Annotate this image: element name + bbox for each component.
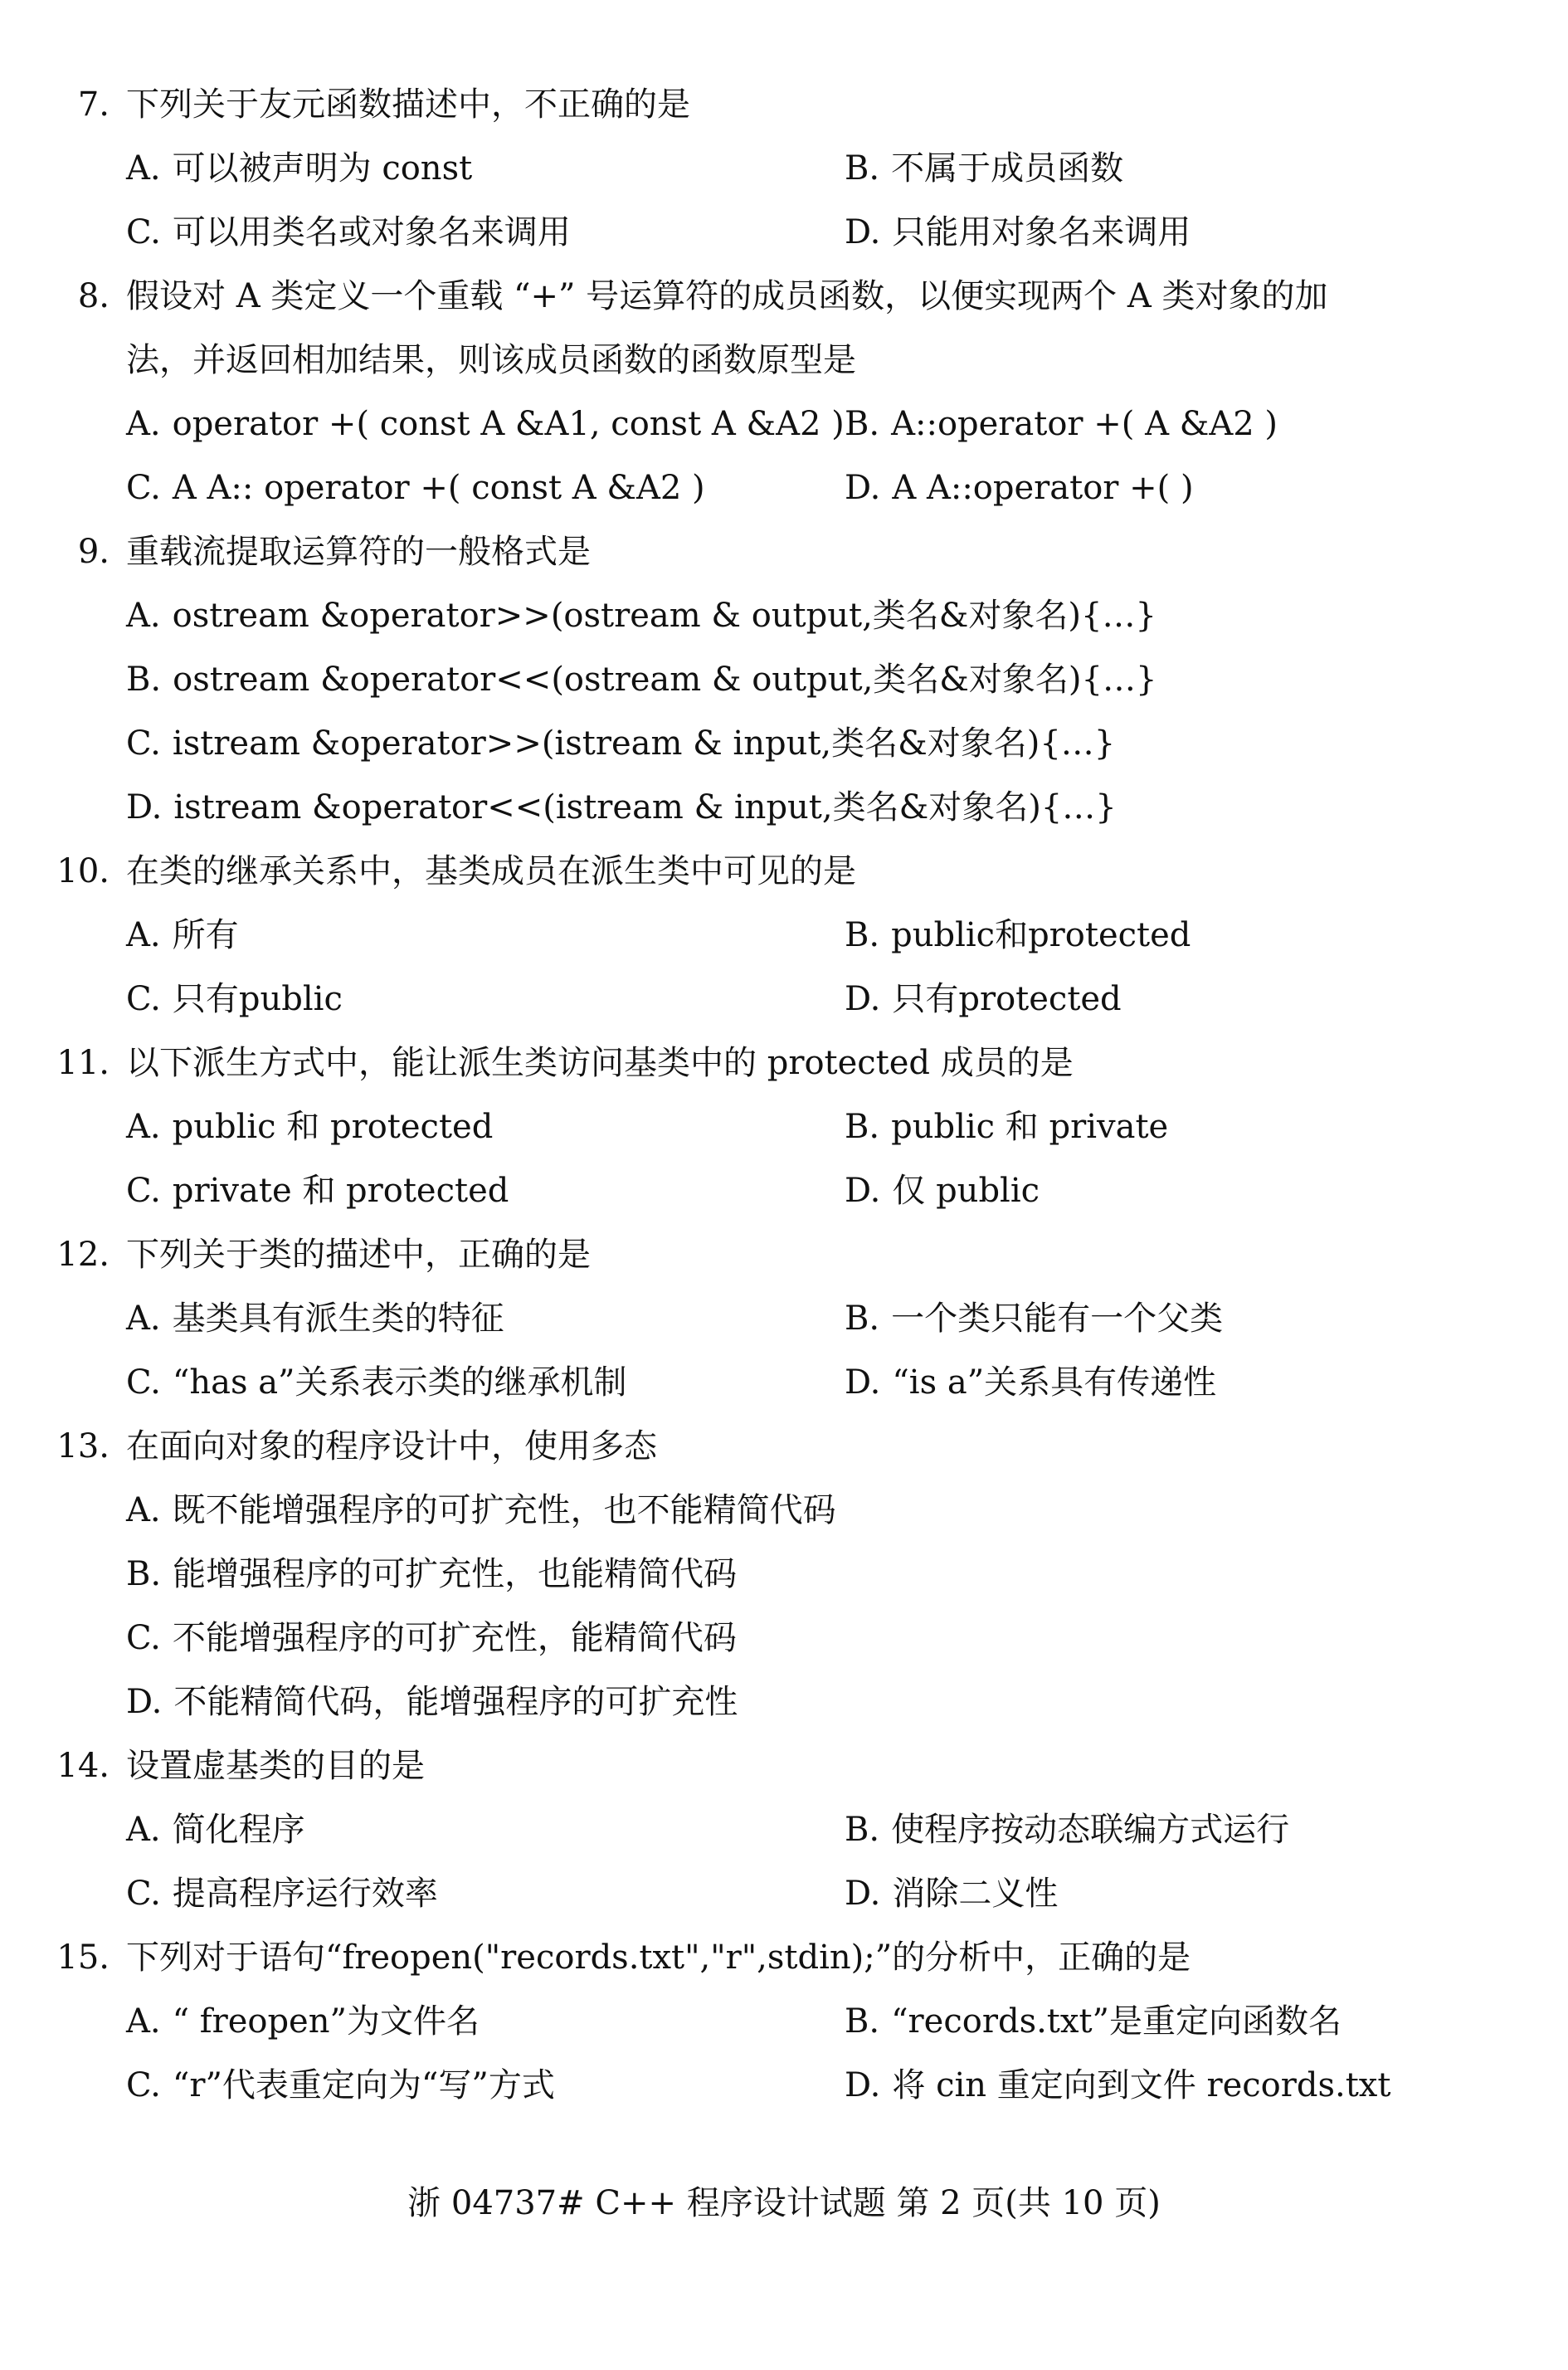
- options-row: [0, 393, 1568, 456]
- option-letter: D.: [845, 1172, 881, 1210]
- question-number: 10.: [56, 852, 110, 890]
- question-stem-line: [0, 1415, 1568, 1479]
- question-number: 13.: [56, 1427, 110, 1465]
- question-stem-line: [0, 1734, 1568, 1798]
- page-footer: 浙 04737# C++ 程序设计试题 第 2 页(共 10 页): [407, 2184, 1161, 2222]
- option-b: [845, 393, 1278, 456]
- option-letter: D.: [845, 1363, 881, 1402]
- option-d: [845, 456, 1194, 520]
- option-letter: A.: [126, 149, 161, 188]
- option-letter: B.: [845, 2002, 880, 2041]
- option-letter: B.: [126, 661, 162, 699]
- option-c: [126, 1862, 438, 1926]
- options-row: [0, 1287, 1568, 1351]
- option-a: [126, 1479, 836, 1543]
- question-7: [0, 73, 1568, 265]
- question-number: 9.: [77, 533, 110, 571]
- question-8: [0, 265, 1568, 520]
- options-row: [0, 1862, 1568, 1926]
- option-text: 所有: [172, 916, 239, 954]
- option-c: [126, 1159, 509, 1223]
- question-stem-line: [0, 265, 1568, 329]
- options-row: [0, 1990, 1568, 2054]
- option-letter: B.: [126, 1555, 162, 1593]
- option-text: “records.txt”是重定向函数名: [891, 2002, 1342, 2041]
- option-a: [126, 137, 472, 201]
- option-d: [845, 201, 1191, 265]
- option-text: 一个类只能有一个父类: [891, 1300, 1224, 1338]
- question-number: 14.: [56, 1747, 110, 1785]
- option-b: [845, 1287, 1223, 1351]
- option-text: private 和 protected: [172, 1172, 509, 1210]
- option-letter: C.: [126, 980, 161, 1018]
- options-row: [0, 1479, 1568, 1543]
- option-text: 使程序按动态联编方式运行: [891, 1811, 1290, 1849]
- option-a: [126, 1990, 480, 2054]
- option-letter: B.: [845, 1811, 880, 1849]
- question-13: [0, 1415, 1568, 1734]
- option-d: [845, 1159, 1040, 1223]
- option-letter: C.: [126, 1172, 161, 1210]
- question-stem-continuation: [0, 329, 1568, 393]
- option-text: 提高程序运行效率: [172, 1875, 438, 1913]
- option-letter: A.: [126, 597, 161, 635]
- option-b: [845, 904, 1191, 968]
- option-c: [126, 456, 705, 520]
- option-a: [126, 1798, 305, 1862]
- option-text: istream &operator>>(istream & input,类名&对象名){…}: [172, 724, 1116, 763]
- option-letter: B.: [845, 1108, 880, 1146]
- option-d: [126, 1670, 738, 1734]
- question-stem-line: [0, 520, 1568, 584]
- question-9: [0, 520, 1568, 840]
- option-letter: B.: [845, 916, 880, 954]
- question-stem-line: [0, 1926, 1568, 1990]
- option-a: [126, 584, 1157, 648]
- option-letter: D.: [845, 980, 881, 1018]
- option-c: [126, 1351, 627, 1415]
- option-text: 仅 public: [892, 1172, 1040, 1210]
- options-row: [0, 456, 1568, 520]
- question-text: 下列关于类的描述中，正确的是: [126, 1236, 591, 1274]
- question-text: 假设对 A 类定义一个重载 “+” 号运算符的成员函数，以便实现两个 A 类对象的加: [126, 277, 1328, 315]
- options-row: [0, 584, 1568, 648]
- question-12: [0, 1223, 1568, 1415]
- option-letter: D.: [845, 213, 881, 251]
- options-row: [0, 648, 1568, 712]
- option-text: 不属于成员函数: [891, 149, 1124, 188]
- option-text: 可以被声明为 const: [172, 149, 473, 188]
- question-number: 7.: [77, 85, 110, 124]
- option-letter: C.: [126, 469, 161, 507]
- question-text: 在类的继承关系中，基类成员在派生类中可见的是: [126, 852, 856, 890]
- option-text: A A:: operator +( const A &A2 ): [172, 469, 705, 507]
- option-letter: D.: [845, 2066, 881, 2104]
- option-b: [126, 1543, 737, 1607]
- question-stem-line: [0, 840, 1568, 904]
- option-text: “has a”关系表示类的继承机制: [172, 1363, 627, 1402]
- option-b: [845, 137, 1123, 201]
- option-d: [126, 776, 1117, 840]
- option-text: 可以用类名或对象名来调用: [172, 213, 571, 251]
- option-letter: A.: [126, 2002, 161, 2041]
- option-text: public 和 protected: [172, 1108, 494, 1146]
- option-letter: B.: [845, 149, 880, 188]
- option-c: [126, 712, 1115, 776]
- option-letter: A.: [126, 1811, 161, 1849]
- option-text: operator +( const A &A1, const A &A2 ): [172, 405, 845, 443]
- option-letter: A.: [126, 916, 161, 954]
- options-row: [0, 904, 1568, 968]
- question-15: [0, 1926, 1568, 2118]
- option-letter: B.: [845, 405, 880, 443]
- question-number: 15.: [56, 1938, 110, 1977]
- option-c: [126, 1607, 737, 1670]
- option-letter: A.: [126, 1491, 161, 1529]
- options-row: [0, 2054, 1568, 2118]
- option-d: [845, 1862, 1058, 1926]
- option-d: [845, 1351, 1216, 1415]
- option-a: [126, 1095, 493, 1159]
- question-stem-line: [0, 1223, 1568, 1287]
- option-text: 不能精简代码，能增强程序的可扩充性: [173, 1683, 738, 1721]
- option-letter: C.: [126, 2066, 161, 2104]
- option-letter: C.: [126, 213, 161, 251]
- question-14: [0, 1734, 1568, 1926]
- option-letter: C.: [126, 1875, 161, 1913]
- options-row: [0, 1159, 1568, 1223]
- question-text: 法，并返回相加结果，则该成员函数的函数原型是: [126, 341, 856, 379]
- option-b: [845, 1095, 1168, 1159]
- options-row: [0, 712, 1568, 776]
- option-text: 能增强程序的可扩充性，也能精简代码: [173, 1555, 738, 1593]
- option-text: 基类具有派生类的特征: [172, 1300, 504, 1338]
- option-letter: C.: [126, 1363, 161, 1402]
- option-letter: B.: [845, 1300, 880, 1338]
- option-text: 将 cin 重定向到文件 records.txt: [892, 2066, 1391, 2104]
- option-b: [845, 1990, 1342, 2054]
- option-letter: A.: [126, 1300, 161, 1338]
- option-text: “r”代表重定向为“写”方式: [172, 2066, 555, 2104]
- question-number: 8.: [77, 277, 110, 315]
- option-a: [126, 904, 239, 968]
- option-letter: D.: [126, 1683, 163, 1721]
- option-text: public和protected: [891, 916, 1191, 954]
- question-text: 重载流提取运算符的一般格式是: [126, 533, 591, 571]
- options-row: [0, 776, 1568, 840]
- options-row: [0, 1670, 1568, 1734]
- question-11: [0, 1031, 1568, 1223]
- question-text: 以下派生方式中，能让派生类访问基类中的 protected 成员的是: [126, 1044, 1074, 1082]
- options-row: [0, 1351, 1568, 1415]
- options-row: [0, 1607, 1568, 1670]
- option-letter: A.: [126, 1108, 161, 1146]
- option-text: 只能用对象名来调用: [892, 213, 1191, 251]
- option-a: [126, 393, 845, 456]
- option-a: [126, 1287, 504, 1351]
- question-number: 12.: [56, 1236, 110, 1274]
- options-row: [0, 968, 1568, 1031]
- option-c: [126, 201, 571, 265]
- question-stem-line: [0, 73, 1568, 137]
- question-text: 下列对于语句“freopen("records.txt","r",stdin);”的分析中，正确的是: [126, 1938, 1191, 1977]
- option-text: 既不能增强程序的可扩充性，也不能精简代码: [172, 1491, 836, 1529]
- option-c: [126, 968, 343, 1031]
- option-d: [845, 968, 1122, 1031]
- option-letter: D.: [845, 469, 881, 507]
- options-row: [0, 1095, 1568, 1159]
- option-text: A::operator +( A &A2 ): [891, 405, 1278, 443]
- option-c: [126, 2054, 555, 2118]
- option-letter: C.: [126, 724, 161, 763]
- option-text: 简化程序: [172, 1811, 305, 1849]
- exam-page: [0, 73, 1568, 2118]
- option-text: istream &operator<<(istream & input,类名&对象名){…}: [173, 788, 1117, 827]
- question-10: [0, 840, 1568, 1031]
- option-text: 消除二义性: [892, 1875, 1059, 1913]
- question-number: 11.: [56, 1044, 110, 1082]
- option-letter: D.: [845, 1875, 881, 1913]
- options-row: [0, 1798, 1568, 1862]
- option-text: ostream &operator<<(ostream & output,类名&对象名){…}: [173, 661, 1157, 699]
- options-row: [0, 1543, 1568, 1607]
- option-text: 只有public: [172, 980, 343, 1018]
- option-letter: A.: [126, 405, 161, 443]
- option-text: “is a”关系具有传递性: [892, 1363, 1217, 1402]
- option-d: [845, 2054, 1390, 2118]
- options-row: [0, 137, 1568, 201]
- question-text: 设置虚基类的目的是: [126, 1747, 425, 1785]
- options-row: [0, 201, 1568, 265]
- option-text: “ freopen”为文件名: [172, 2002, 480, 2041]
- question-text: 在面向对象的程序设计中，使用多态: [126, 1427, 657, 1465]
- option-b: [126, 648, 1157, 712]
- option-text: A A::operator +( ): [892, 469, 1194, 507]
- option-text: ostream &operator>>(ostream & output,类名&对象名){…}: [172, 597, 1157, 635]
- option-letter: C.: [126, 1619, 161, 1657]
- option-text: 不能增强程序的可扩充性，能精简代码: [172, 1619, 737, 1657]
- option-letter: D.: [126, 788, 163, 827]
- option-text: 只有protected: [892, 980, 1122, 1018]
- question-stem-line: [0, 1031, 1568, 1095]
- question-text: 下列关于友元函数描述中，不正确的是: [126, 85, 690, 124]
- option-text: public 和 private: [891, 1108, 1169, 1146]
- option-b: [845, 1798, 1289, 1862]
